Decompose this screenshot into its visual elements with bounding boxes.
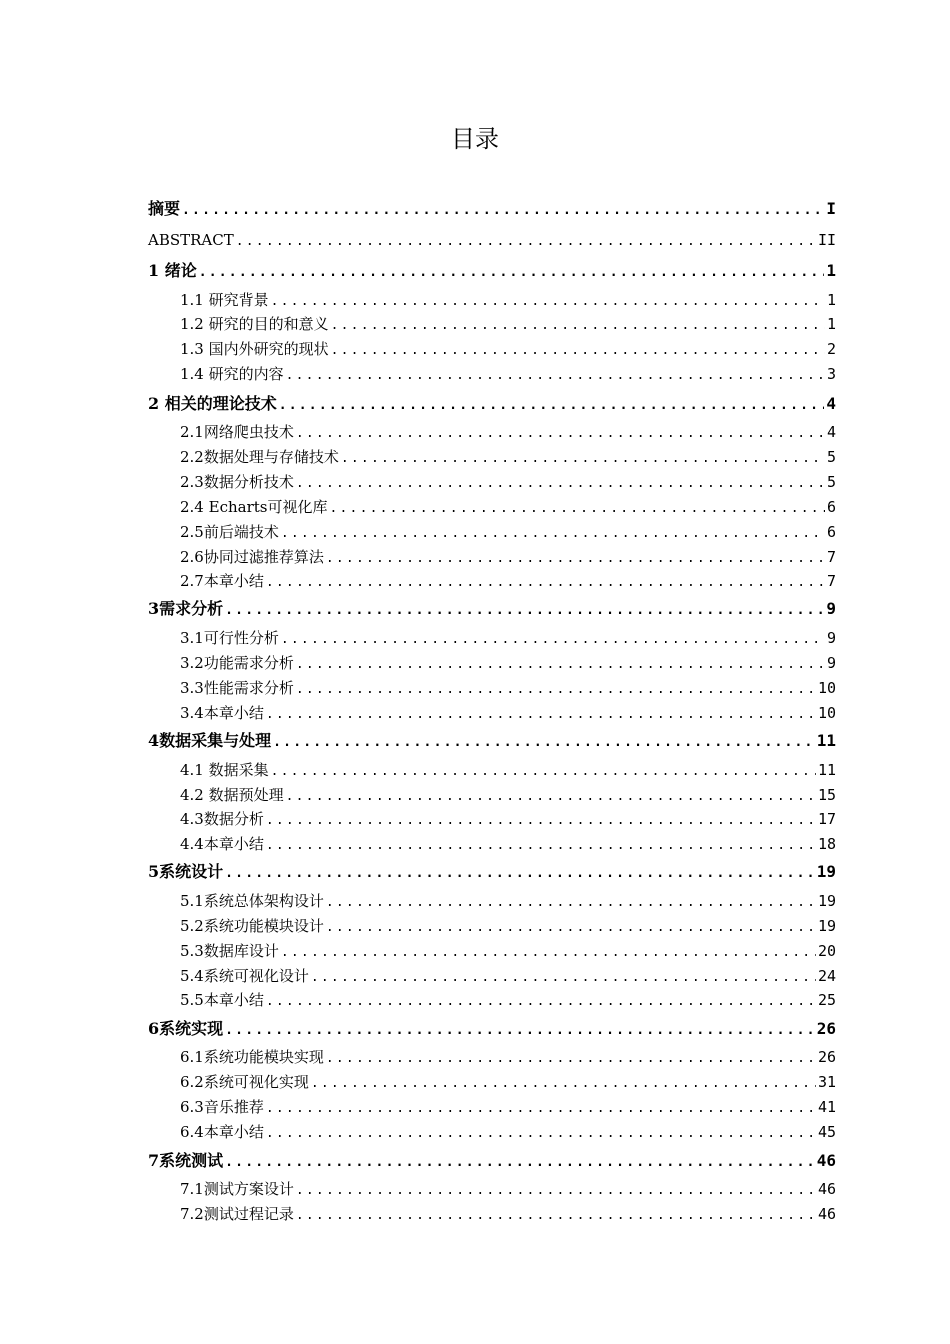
- toc-entry-label: 5.4系统可视化设计: [180, 967, 309, 985]
- toc-dot-leader: [296, 473, 825, 495]
- toc-page-number: 15: [817, 786, 836, 804]
- toc-entry-label: 5.1系统总体架构设计: [180, 892, 324, 910]
- toc-dot-leader: [271, 761, 816, 783]
- toc-entry-label: 4.4本章小结: [180, 835, 264, 853]
- toc-page-number: 3: [826, 365, 836, 383]
- toc-page-number: 20: [817, 942, 836, 960]
- toc-entry-label: 2.5前后端技术: [180, 523, 279, 541]
- toc-chapter-entry[interactable]: [148, 1150, 836, 1172]
- toc-dot-leader: [225, 1152, 815, 1174]
- toc-page-number: 6: [826, 523, 836, 541]
- toc-page-number: 1: [826, 261, 836, 280]
- toc-page-number: 46: [817, 1180, 836, 1198]
- toc-section-entry[interactable]: [180, 446, 836, 468]
- toc-dot-leader: [296, 1180, 816, 1202]
- toc-dot-leader: [199, 262, 825, 284]
- toc-page-number: II: [817, 231, 836, 249]
- toc-dot-leader: [182, 200, 824, 222]
- toc-page-number: 7: [826, 548, 836, 566]
- toc-page-number: 11: [817, 761, 836, 779]
- toc-section-entry[interactable]: [180, 363, 836, 385]
- toc-section-entry[interactable]: [180, 965, 836, 987]
- toc-dot-leader: [296, 423, 825, 445]
- toc-section-entry[interactable]: [180, 808, 836, 830]
- toc-page-number: 1: [826, 291, 836, 309]
- toc-page-number: 41: [817, 1098, 836, 1116]
- toc-dot-leader: [225, 1020, 815, 1042]
- toc-entry-label: 2.4 Echarts可视化库: [180, 498, 328, 516]
- toc-section-entry[interactable]: [180, 1046, 836, 1068]
- toc-section-entry[interactable]: [180, 677, 836, 699]
- toc-dot-leader: [326, 892, 816, 914]
- toc-dot-leader: [281, 523, 825, 545]
- toc-entry-label: 1 绪论: [148, 261, 197, 280]
- toc-page-number: 11: [816, 731, 836, 750]
- toc-page-number: 5: [826, 473, 836, 491]
- toc-dot-leader: [266, 1098, 816, 1120]
- toc-entry-label: 4.3数据分析: [180, 810, 264, 828]
- toc-entry-label: 2.2数据处理与存储技术: [180, 448, 339, 466]
- toc-entry-label: ABSTRACT: [148, 231, 234, 249]
- toc-dot-leader: [266, 572, 825, 594]
- toc-dot-leader: [331, 340, 825, 362]
- toc-page-number: 17: [817, 810, 836, 828]
- toc-dot-leader: [296, 1205, 816, 1227]
- toc-dot-leader: [331, 315, 825, 337]
- toc-dot-leader: [266, 1123, 816, 1145]
- toc-section-entry[interactable]: [180, 833, 836, 855]
- toc-dot-leader: [225, 863, 815, 885]
- toc-dot-leader: [266, 704, 816, 726]
- toc-section-entry[interactable]: [180, 890, 836, 912]
- toc-section-entry[interactable]: [180, 570, 836, 592]
- toc-dot-leader: [311, 1073, 816, 1095]
- toc-dot-leader: [236, 231, 816, 253]
- toc-entry-label: 6.1系统功能模块实现: [180, 1048, 324, 1066]
- toc-page-number: 18: [817, 835, 836, 853]
- toc-page-number: 45: [817, 1123, 836, 1141]
- toc-page-number: 31: [817, 1073, 836, 1091]
- toc-chapter-entry[interactable]: [148, 730, 836, 752]
- toc-dot-leader: [271, 291, 825, 313]
- toc-page-number: I: [826, 199, 836, 218]
- toc-entry-label: 2.6协同过滤推荐算法: [180, 548, 324, 566]
- toc-chapter-entry[interactable]: [148, 1018, 836, 1040]
- toc-entry-label: 5系统设计: [148, 862, 224, 881]
- toc-entry-label: 4.1 数据采集: [180, 761, 269, 779]
- toc-dot-leader: [296, 679, 816, 701]
- toc-section-entry[interactable]: [180, 652, 836, 674]
- toc-page-number: 7: [826, 572, 836, 590]
- toc-page-number: 19: [817, 892, 836, 910]
- toc-entry-label: 7.2测试过程记录: [180, 1205, 294, 1223]
- toc-chapter-entry[interactable]: [148, 260, 836, 282]
- toc-section-entry[interactable]: [180, 989, 836, 1011]
- toc-entry-label: 2 相关的理论技术: [148, 394, 277, 413]
- toc-dot-leader: [281, 629, 825, 651]
- toc-dot-leader: [281, 942, 816, 964]
- toc-page-number: 25: [817, 991, 836, 1009]
- toc-section-entry[interactable]: [180, 421, 836, 443]
- toc-page-number: 19: [817, 917, 836, 935]
- toc-section-entry[interactable]: [180, 759, 836, 781]
- toc-entry-label: 7系统测试: [148, 1151, 224, 1170]
- toc-dot-leader: [266, 835, 816, 857]
- toc-chapter-entry[interactable]: [148, 598, 836, 620]
- toc-section-entry[interactable]: [180, 627, 836, 649]
- toc-section-entry[interactable]: [180, 521, 836, 543]
- toc-entry-label: 4数据采集与处理: [148, 731, 272, 750]
- toc-page-number: 4: [826, 423, 836, 441]
- toc-section-entry[interactable]: [180, 784, 836, 806]
- toc-section-entry[interactable]: [180, 1203, 836, 1225]
- toc-dot-leader: [279, 395, 825, 417]
- toc-section-entry[interactable]: [180, 1071, 836, 1093]
- toc-entry-label: 5.2系统功能模块设计: [180, 917, 324, 935]
- toc-entry-label: 1.3 国内外研究的现状: [180, 340, 329, 358]
- toc-entry-label: 6.2系统可视化实现: [180, 1073, 309, 1091]
- toc-section-entry[interactable]: [180, 313, 836, 335]
- toc-page-number: 26: [816, 1019, 836, 1038]
- toc-page-number: 46: [817, 1205, 836, 1223]
- toc-dot-leader: [266, 810, 816, 832]
- toc-entry-label: 3需求分析: [148, 599, 224, 618]
- toc-page-number: 19: [816, 862, 836, 881]
- toc-dot-leader: [329, 498, 824, 520]
- toc-page-number: 24: [817, 967, 836, 985]
- toc-section-entry[interactable]: [180, 496, 836, 518]
- toc-page-number: 5: [826, 448, 836, 466]
- toc-page-number: 4: [826, 394, 836, 413]
- toc-dot-leader: [341, 448, 825, 470]
- toc-dot-leader: [286, 365, 825, 387]
- toc-page-number: 9: [826, 654, 836, 672]
- page-title: 目录: [451, 125, 499, 153]
- toc-entry-label: 6.3音乐推荐: [180, 1098, 264, 1116]
- toc-entry-label: 1.2 研究的目的和意义: [180, 315, 329, 333]
- toc-dot-leader: [326, 917, 816, 939]
- toc-entry-label: 5.3数据库设计: [180, 942, 279, 960]
- toc-dot-leader: [225, 600, 824, 622]
- toc-section-entry[interactable]: [180, 289, 836, 311]
- toc-page-number: 26: [817, 1048, 836, 1066]
- toc-chapter-entry[interactable]: [148, 393, 836, 415]
- toc-dot-leader: [326, 1048, 816, 1070]
- toc-dot-leader: [326, 548, 825, 570]
- toc-entry-label: 3.2功能需求分析: [180, 654, 294, 672]
- toc-entry-label: 6.4本章小结: [180, 1123, 264, 1141]
- toc-section-entry[interactable]: [180, 940, 836, 962]
- toc-section-entry[interactable]: [180, 1178, 836, 1200]
- toc-entry-label: 3.1可行性分析: [180, 629, 279, 647]
- toc-entry-label: 4.2 数据预处理: [180, 786, 284, 804]
- toc-section-entry[interactable]: [180, 1121, 836, 1143]
- toc-section-entry[interactable]: [180, 471, 836, 493]
- toc-dot-leader: [266, 991, 816, 1013]
- toc-page-number: 9: [826, 599, 836, 618]
- toc-dot-leader: [311, 967, 816, 989]
- toc-section-entry[interactable]: [180, 915, 836, 937]
- toc-entry-label: 2.7本章小结: [180, 572, 264, 590]
- toc-page-number: 10: [817, 704, 836, 722]
- toc-page-number: 2: [826, 340, 836, 358]
- toc-page-number: 1: [826, 315, 836, 333]
- toc-entry-label: 5.5本章小结: [180, 991, 264, 1009]
- toc-page-number: 9: [826, 629, 836, 647]
- toc-entry-label: 7.1测试方案设计: [180, 1180, 294, 1198]
- toc-entry-label: 3.3性能需求分析: [180, 679, 294, 697]
- toc-entry-label: 1.1 研究背景: [180, 291, 269, 309]
- toc-dot-leader: [296, 654, 825, 676]
- toc-page-number: 10: [817, 679, 836, 697]
- toc-entry-label: 3.4本章小结: [180, 704, 264, 722]
- toc-section-entry[interactable]: [180, 546, 836, 568]
- toc-entry-label: 2.3数据分析技术: [180, 473, 294, 491]
- toc-section-entry[interactable]: [180, 702, 836, 724]
- toc-entry-label: 2.1网络爬虫技术: [180, 423, 294, 441]
- toc-entry-label: 摘要: [148, 199, 181, 218]
- toc-section-entry[interactable]: [180, 338, 836, 360]
- toc-entry-label: 6系统实现: [148, 1019, 224, 1038]
- toc-section-entry[interactable]: [180, 1096, 836, 1118]
- toc-chapter-entry[interactable]: [148, 229, 836, 251]
- toc-page-number: 46: [816, 1151, 836, 1170]
- toc-entry-label: 1.4 研究的内容: [180, 365, 284, 383]
- toc-chapter-entry[interactable]: [148, 198, 836, 220]
- toc-dot-leader: [286, 786, 816, 808]
- toc-page-number: 6: [826, 498, 836, 516]
- toc-dot-leader: [273, 732, 815, 754]
- toc-chapter-entry[interactable]: [148, 861, 836, 883]
